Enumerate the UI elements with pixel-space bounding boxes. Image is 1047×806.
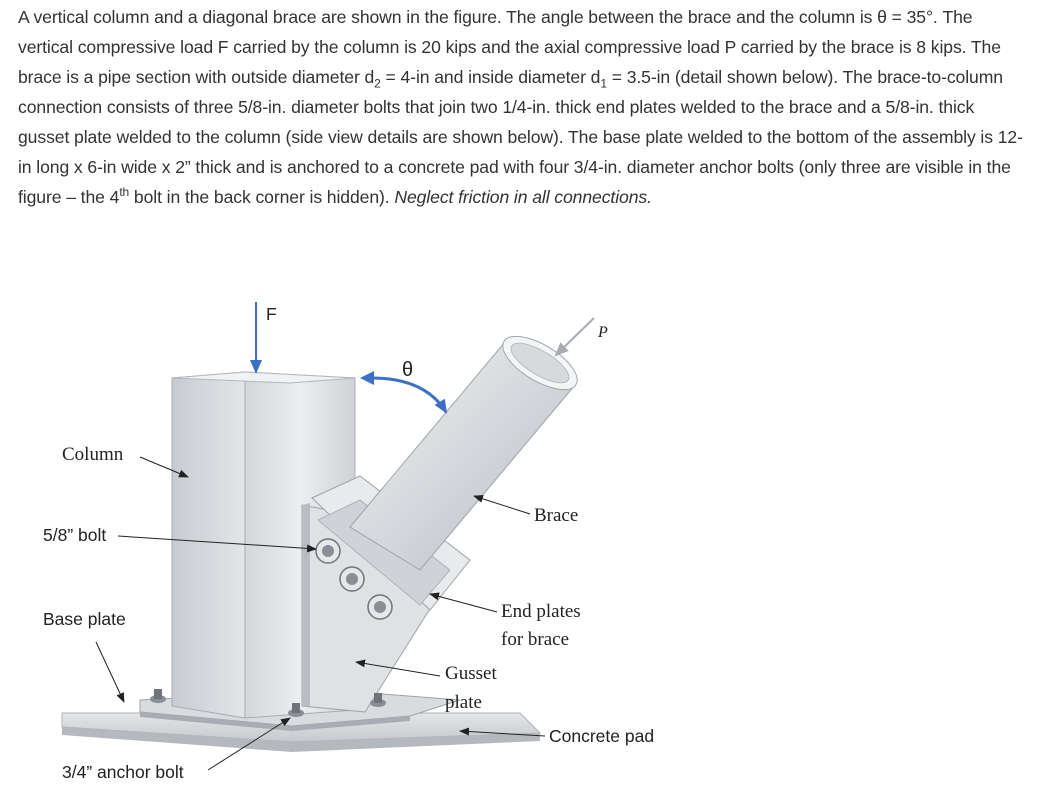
d1-subscript: 1 [600,76,607,91]
base-plate-label: Base plate [43,609,126,629]
angle-label: θ [402,359,414,381]
anchor-bolt-1 [150,689,166,703]
angle-arc [372,378,446,412]
end-plates-label-line1: End plates [501,601,581,622]
th-superscript: th [119,185,130,200]
problem-text-part-5: bolt in the back corner is hidden). [129,187,395,207]
connection-bolt-3 [368,595,392,619]
anchor-bolt-label: 3/4” anchor bolt [62,762,184,782]
end-plates-leader [430,594,497,612]
force-p-arrow [556,318,594,355]
end-plates-label-line2: for brace [501,629,570,650]
problem-text-part-2: = 35°. The vertical compressive load F carried by the column is 20 kips and the axial compressive load P carried by the brace is 8 kips. The brace is a pipe section with outside diameter d [18,7,1001,87]
theta-symbol: θ [877,7,887,27]
concrete-pad-label: Concrete pad [549,726,655,746]
gusset-label-line2: plate [445,692,482,713]
angle-arc-start-head [360,371,374,385]
column-face-left [172,372,245,718]
brace-label: Brace [534,505,579,526]
connection-bolt-2 [340,567,364,591]
connection-bolt-1 [316,539,340,563]
gusset-plate-edge [302,503,310,706]
bolt-58-label: 5/8” bolt [43,525,107,545]
gusset-label-line1: Gusset [445,663,497,684]
d2-subscript: 2 [374,76,381,91]
friction-note: Neglect friction in all connections. [394,187,652,207]
problem-text-part-3: = 4-in and inside diameter d [380,67,601,87]
column-label: Column [62,444,124,465]
force-p-label: P [598,324,608,341]
problem-text-part-4: = 3.5-in (detail shown below). The brace-to-column connection consists of three 5/8-in. diameter bolts that join two 1/4-in. thick end plates welded to the brace and a 5/8-in. thick gusset plate welded to the column (side view details are shown below). The base plate welded to the bottom of the assembly is 12-in long x 6-in wide x 2” thick and is anchored to a concrete pad with four 3/4-in. diameter anchor bolts (only three are visible in the figure – the 4 [18,67,1023,207]
base-plate-leader [96,642,124,702]
brace-leader [474,496,530,514]
problem-text-part-1: A vertical column and a diagonal brace are shown in the figure. The angle between the brace and the column is [18,7,878,27]
force-f-label: F [266,304,277,324]
